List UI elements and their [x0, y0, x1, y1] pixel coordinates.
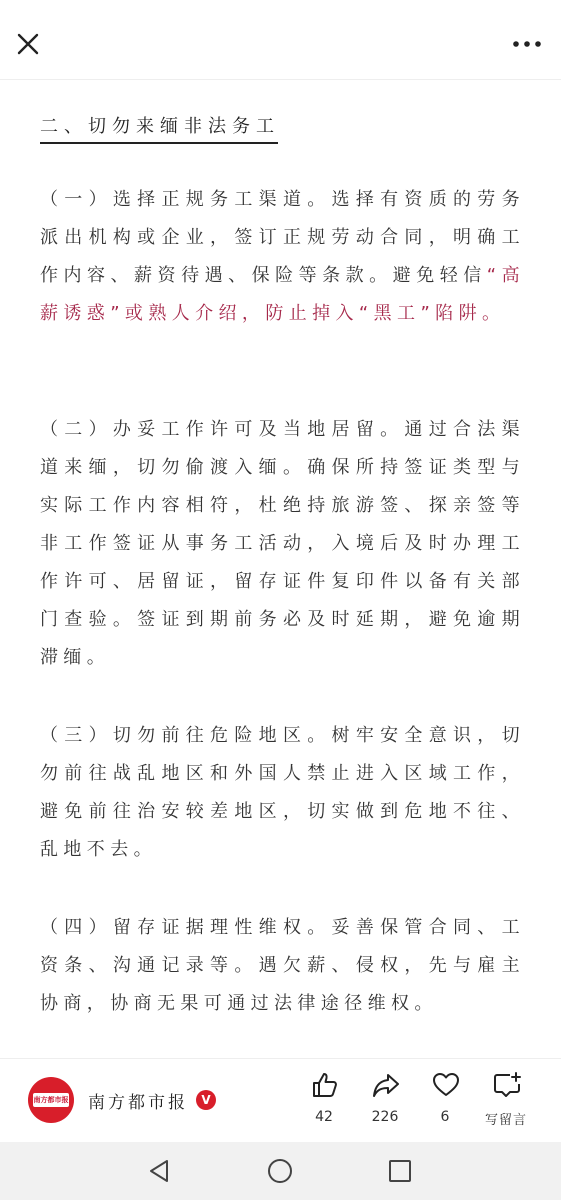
section-title-underline: [40, 142, 278, 144]
close-icon: [16, 32, 40, 56]
section-title: 二、切勿来缅非法务工: [40, 116, 280, 137]
publisher-logo: 南方都市报: [33, 1093, 69, 1107]
share-button[interactable]: [355, 1071, 415, 1135]
publisher-name[interactable]: 南方都市报: [88, 1093, 188, 1113]
thumbs-up-icon: [311, 1071, 339, 1099]
comment-add-icon: [493, 1071, 521, 1099]
highlighted-text: “高薪诱惑”或熟人介绍，防止掉入“黑工”陷阱。: [40, 265, 525, 324]
article-paragraph: （四）留存证据理性维权。妥善保管合同、工资条、沟通记录等。遇欠薪、侵权，先与雇主协商，协商无果可通过法律途径维权。: [40, 917, 525, 1014]
article-paragraph: [40, 181, 525, 333]
more-button[interactable]: [507, 28, 547, 60]
back-triangle-icon: [147, 1158, 173, 1184]
article-paragraph: （二）办妥工作许可及当地居留。通过合法渠道来缅，切勿偷渡入缅。确保所持签证类型与实际工作内容相符，杜绝持旅游签、探亲签等非工作签证从事务工活动，入境后及时办理工作许可、居留证，留存证件复印件以备有关部门查验。签证到期前务必及时延期，避免逾期滞缅。: [40, 419, 525, 668]
recent-square-icon: [387, 1158, 413, 1184]
more-horizontal-icon: [512, 40, 542, 48]
home-circle-icon: [266, 1157, 294, 1185]
article-paragraph: （三）切勿前往危险地区。树牢安全意识，切勿前往战乱地区和外国人禁止进入区域工作，避免前往治安较差地区，切实做到危地不往、乱地不去。: [40, 725, 525, 860]
share-arrow-icon: [372, 1071, 400, 1099]
top-bar: [0, 0, 561, 80]
nav-back-button[interactable]: [143, 1154, 177, 1188]
favorite-count: 6: [440, 1109, 450, 1125]
verified-badge-icon: V: [196, 1090, 216, 1110]
heart-icon: [432, 1071, 460, 1099]
bottom-action-bar: [0, 1058, 561, 1142]
share-count: 226: [371, 1109, 399, 1125]
paragraph-text: （一）选择正规务工渠道。选择有资质的劳务派出机构或企业，签订正规劳动合同，明确工作内容、薪资待遇、保险等条款。避免轻信: [40, 189, 525, 286]
like-button[interactable]: [294, 1071, 354, 1135]
publisher-avatar[interactable]: [28, 1077, 74, 1123]
system-navigation-bar: [0, 1142, 561, 1200]
write-comment-label: 写留言: [484, 1113, 527, 1128]
write-comment-button[interactable]: [476, 1071, 536, 1135]
favorite-button[interactable]: [415, 1071, 475, 1135]
like-count: 42: [315, 1109, 333, 1125]
nav-recent-button[interactable]: [383, 1154, 417, 1188]
nav-home-button[interactable]: [263, 1154, 297, 1188]
close-button[interactable]: [12, 28, 44, 60]
